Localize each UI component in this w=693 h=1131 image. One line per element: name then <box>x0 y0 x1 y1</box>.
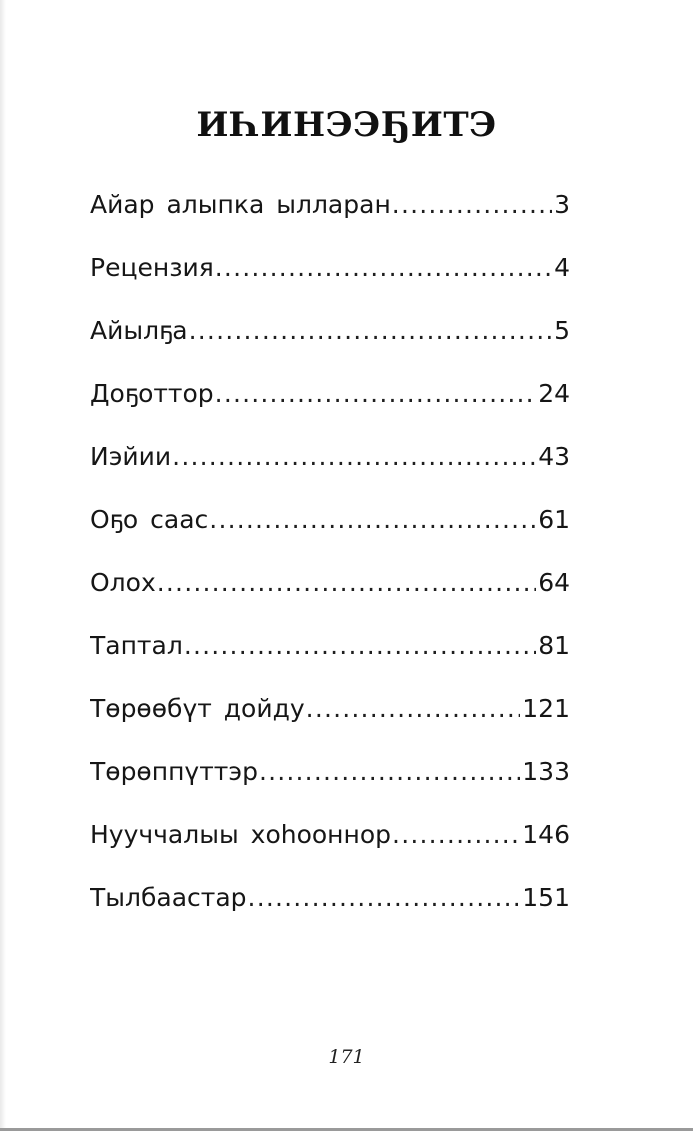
toc-entry <box>90 190 570 253</box>
toc-entry-page: 5 <box>554 316 570 345</box>
dot-leader <box>392 190 552 219</box>
toc-entry-page: 146 <box>522 820 570 849</box>
toc-entry-page: 61 <box>538 505 570 534</box>
dot-leader <box>172 442 536 471</box>
toc-entry-title: Нууччалыы хоһооннор <box>90 820 392 849</box>
page-title: ИҺИНЭЭҔИТЭ <box>196 104 497 145</box>
toc-entry <box>90 757 570 820</box>
dot-leader <box>259 757 520 786</box>
dot-leader <box>215 379 537 408</box>
dot-leader <box>306 694 521 723</box>
table-of-contents <box>90 190 570 946</box>
toc-entry-title: Айар алыпка ылларан <box>90 190 391 219</box>
toc-entry <box>90 631 570 694</box>
toc-entry-page: 151 <box>522 883 570 912</box>
toc-entry-title: Төрөөбүт дойду <box>90 694 305 723</box>
dot-leader <box>215 253 552 282</box>
toc-entry-title: Тылбаастар <box>90 883 247 912</box>
toc-entry-page: 133 <box>522 757 570 786</box>
toc-entry-page: 43 <box>538 442 570 471</box>
toc-entry-page: 4 <box>554 253 570 282</box>
toc-entry-page: 81 <box>538 631 570 660</box>
toc-entry <box>90 253 570 316</box>
toc-entry-page: 3 <box>554 190 570 219</box>
dot-leader <box>392 820 520 849</box>
dot-leader <box>184 631 536 660</box>
toc-entry-page: 24 <box>538 379 570 408</box>
toc-entry <box>90 442 570 505</box>
toc-entry <box>90 568 570 631</box>
toc-entry-title: Төрөппүттэр <box>90 757 258 786</box>
toc-entry-title: Оҕо саас <box>90 505 209 534</box>
dot-leader <box>189 316 552 345</box>
toc-entry <box>90 379 570 442</box>
toc-entry <box>90 694 570 757</box>
toc-entry-title: Олох <box>90 568 156 597</box>
toc-entry <box>90 883 570 946</box>
toc-entry <box>90 820 570 883</box>
toc-entry <box>90 316 570 379</box>
dot-leader <box>209 505 536 534</box>
toc-entry-page: 64 <box>538 568 570 597</box>
toc-entry-title: Айылҕа <box>90 316 188 345</box>
dot-leader <box>248 883 521 912</box>
toc-entry-title: Иэйии <box>90 442 172 471</box>
toc-entry-title: Доҕоттор <box>90 379 214 408</box>
page-number: 171 <box>328 1046 365 1068</box>
toc-entry-title: Рецензия <box>90 253 214 282</box>
toc-entry-title: Таптал <box>90 631 183 660</box>
toc-entry-page: 121 <box>522 694 570 723</box>
toc-entry <box>90 505 570 568</box>
scan-shadow-edge <box>0 0 6 1131</box>
dot-leader <box>157 568 536 597</box>
